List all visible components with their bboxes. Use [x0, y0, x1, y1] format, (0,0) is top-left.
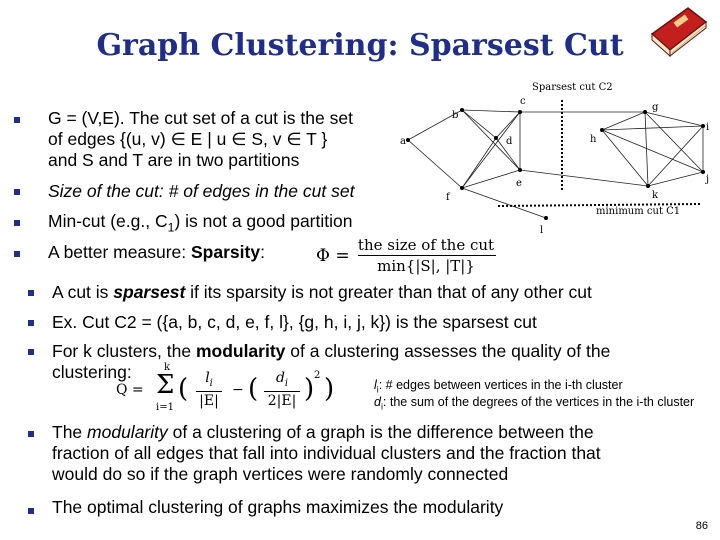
frac2-num [262, 370, 302, 389]
frac1-den: |E| [199, 393, 219, 409]
min-cut-text-end: ) is not a good partition [174, 211, 353, 231]
node-l: l [540, 225, 544, 236]
power: 2 [314, 370, 321, 381]
modularity-formula [116, 362, 356, 418]
graph-edges [408, 110, 703, 218]
bullet-marker [14, 220, 20, 226]
bullet-marker [28, 320, 34, 326]
di-text: : the sum of the degrees of the vertices in the i-th cluster [382, 395, 695, 409]
bullet-sparsest [52, 282, 592, 303]
d-var: d [275, 370, 285, 386]
fraction-line [358, 255, 496, 256]
phi-symbol: Φ = [316, 246, 350, 266]
bullet-marker [14, 117, 20, 123]
node-k: k [652, 190, 659, 201]
modularity-line-2: clustering: [52, 362, 132, 382]
modularity-text-end: of a clustering assesses the quality of the [285, 341, 611, 361]
modularity-text: For k clusters, the [52, 341, 196, 361]
bullet-marker [28, 349, 34, 355]
di-var: d [374, 395, 381, 409]
cut-set-line-1: G = (V,E). The cut set of a cut is the set [48, 108, 353, 128]
frac1-num [194, 370, 224, 389]
modularity-bold: modularity [195, 341, 286, 361]
paren-open: ( [178, 374, 189, 404]
d-sub: i [284, 377, 289, 389]
node-e: e [516, 178, 522, 189]
sum-lower: i=1 [156, 402, 174, 413]
node-h: h [590, 134, 597, 145]
label-minimum-cut-c1: minimum cut C1 [596, 206, 681, 217]
bullet-marker [14, 251, 20, 257]
frac1-line [196, 391, 222, 392]
node-g: g [652, 102, 659, 113]
frac2-line [264, 391, 300, 392]
paren-close: ) [324, 374, 335, 404]
sparsity-colon: : [260, 242, 265, 262]
q-symbol: Q = [116, 382, 144, 398]
bullet-marker [28, 290, 34, 296]
node-b: b [452, 110, 459, 121]
slide-title: Graph Clustering: Sparsest Cut [96, 28, 624, 63]
node-j: j [706, 174, 710, 185]
node-a: a [400, 136, 406, 147]
sparsity-formula [316, 236, 506, 276]
bullet-min-cut [48, 211, 352, 239]
bullet-modularity-definition [52, 422, 601, 485]
sum-upper: k [164, 362, 171, 373]
definition-text: The [52, 422, 88, 442]
sparsity-numerator: the size of the cut [357, 236, 495, 254]
sparsest-text: A cut is [52, 282, 114, 302]
definition-line-2: fraction of all edges that fall into individual clusters and the fraction that [52, 443, 601, 463]
bullet-sparsity [48, 242, 265, 263]
sparsity-denominator: min{|S|, |T|} [377, 257, 475, 275]
bullet-cut-set [48, 108, 353, 171]
li-text: : # edges between vertices in the i-th cluster [378, 378, 623, 392]
sparsity-bold: Sparsity [191, 242, 261, 262]
modularity-line-1 [52, 341, 610, 362]
di-sub: i [380, 401, 383, 412]
sparsest-text-end: if its sparsity is not greater than that of any other cut [185, 282, 592, 302]
graph-nodes [406, 108, 705, 220]
sum-symbol: Σ [156, 370, 175, 400]
l-sub: i [209, 377, 213, 389]
cut-set-line-3: and S and T are in two partitions [48, 150, 300, 170]
node-d: d [506, 136, 513, 147]
definition-line-3: would do so if the graph vertices were randomly connected [52, 464, 509, 484]
li-sub: i [376, 384, 379, 395]
label-sparsest-cut-c2: Sparsest cut C2 [532, 82, 613, 93]
node-c: c [520, 96, 526, 107]
bullet-cut-size: Size of the cut: # of edges in the cut set [48, 181, 355, 201]
sparsity-text: A better measure: [48, 242, 191, 262]
min-cut-text: Min-cut (e.g., C [48, 211, 168, 231]
bullet-marker [28, 431, 34, 437]
node-i: i [706, 122, 710, 133]
book-icon [648, 4, 710, 58]
frac2-den: 2|E| [267, 393, 297, 409]
min-cut-subscript: 1 [167, 220, 175, 235]
li-var: l [374, 378, 377, 392]
definition-text-end: of a clustering of a graph is the difference between the [167, 422, 594, 442]
node-f: f [446, 192, 450, 203]
definition-line-1 [52, 422, 601, 443]
definition-emphasis: modularity [87, 422, 168, 442]
paren2-close: ) [304, 374, 315, 404]
bullet-example-cut: Ex. Cut C2 = ({a, b, c, d, e, f, l}, {g, h, i, j, k}) is the sparsest cut [52, 312, 537, 332]
l-var: l [205, 370, 210, 386]
page-number: 86 [695, 520, 708, 532]
bullet-marker [28, 508, 34, 514]
minus-sign: − [232, 382, 244, 398]
bullet-marker [14, 189, 20, 195]
note-di [374, 395, 694, 415]
sparsest-emphasis: sparsest [113, 282, 186, 302]
cut-set-line-2: of edges {(u, v) ∈ E | u ∈ S, v ∈ T } [48, 129, 328, 149]
bullet-optimal-clustering: The optimal clustering of graphs maximizes the modularity [52, 497, 504, 517]
paren2-open: ( [248, 374, 259, 404]
graph-figure [400, 78, 718, 238]
